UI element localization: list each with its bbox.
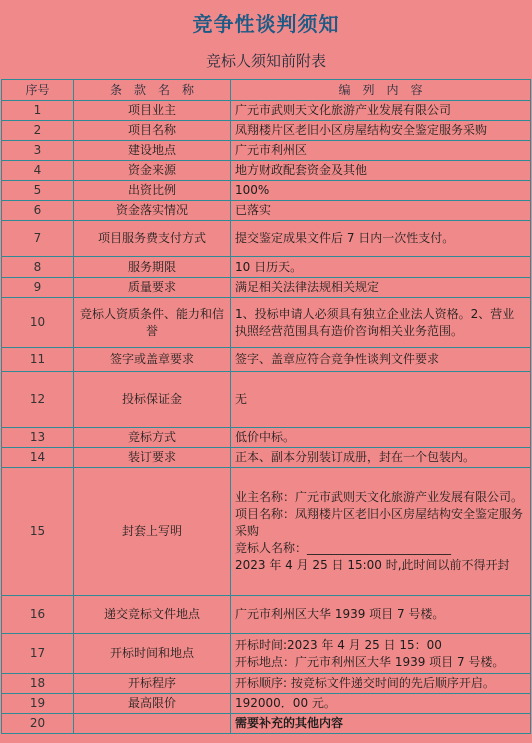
- row-no: 14: [2, 448, 74, 468]
- document-title: 竞争性谈判须知: [192, 12, 340, 36]
- row-content: 低价中标。: [231, 428, 531, 448]
- table-row: [2, 372, 531, 428]
- table-row: [2, 596, 531, 634]
- row-content: 开标顺序: 按竞标文件递交时间的先后顺序开启。: [231, 674, 531, 694]
- row-no: 15: [2, 468, 74, 596]
- row-item: 竞标方式: [74, 428, 231, 448]
- row-item: 装订要求: [74, 448, 231, 468]
- row-content: 满足相关法律法规相关规定: [231, 278, 531, 298]
- row-item: 封套上写明: [74, 468, 231, 596]
- table-row: [2, 448, 531, 468]
- row-content: [231, 634, 531, 674]
- row-item: 质量要求: [74, 278, 231, 298]
- row-content: 正本、副本分别装订成册，封在一个包装内。: [231, 448, 531, 468]
- table-header-row: [2, 80, 531, 101]
- table-row: [2, 674, 531, 694]
- row-no: 20: [2, 714, 74, 734]
- row-no: 16: [2, 596, 74, 634]
- table-row: [2, 101, 531, 121]
- row-no: 7: [2, 221, 74, 257]
- row-item: 竞标人资质条件、能力和信誉: [74, 298, 231, 348]
- requirements-table: [1, 79, 531, 734]
- row-item: 投标保证金: [74, 372, 231, 428]
- table-caption: 竞标人须知前附表: [205, 52, 326, 70]
- row-content: 1、投标申请人必须具有独立企业法人资格。2、营业执照经营范围具有造价咨询相关业务范围。: [231, 298, 531, 348]
- row-content: 无: [231, 372, 531, 428]
- row-content: 签字、盖章应符合竞争性谈判文件要求: [231, 348, 531, 372]
- row-content: 广元市利州区: [231, 141, 531, 161]
- row-item: 递交竞标文件地点: [74, 596, 231, 634]
- row-no: 12: [2, 372, 74, 428]
- row-no: 3: [2, 141, 74, 161]
- table-row: [2, 278, 531, 298]
- table-row: [2, 121, 531, 141]
- envelope-bidder-line: 竞标人名称：________________________: [235, 541, 452, 555]
- row-no: 11: [2, 348, 74, 372]
- row-item: 签字或盖章要求: [74, 348, 231, 372]
- row-item: 项目业主: [74, 101, 231, 121]
- table-row: [2, 221, 531, 257]
- row-content: 广元市利州区大华 1939 项目 7 号楼。: [231, 596, 531, 634]
- table-row: [2, 298, 531, 348]
- table-row: [2, 181, 531, 201]
- table-row: [2, 634, 531, 674]
- row-item: 开标时间和地点: [74, 634, 231, 674]
- row-no: 19: [2, 694, 74, 714]
- row-no: 6: [2, 201, 74, 221]
- envelope-project-line: 项目名称：凤翔楼片区老旧小区房屋结构安全鉴定服务采购: [235, 507, 524, 538]
- row-content: 10 日历天。: [231, 257, 531, 278]
- row-item: 资金来源: [74, 161, 231, 181]
- row-content: [231, 468, 531, 596]
- row-item: 建设地点: [74, 141, 231, 161]
- row-content: 需要补充的其他内容: [231, 714, 531, 734]
- table-row: [2, 201, 531, 221]
- row-item: 服务期限: [74, 257, 231, 278]
- row-no: 1: [2, 101, 74, 121]
- row-no: 10: [2, 298, 74, 348]
- envelope-owner-line: 业主名称：广元市武则天文化旅游产业发展有限公司。: [235, 490, 524, 504]
- row-item: 最高限价: [74, 694, 231, 714]
- table-row: [2, 257, 531, 278]
- row-item: 项目服务费支付方式: [74, 221, 231, 257]
- row-no: 5: [2, 181, 74, 201]
- header-item: 条 款 名 称: [74, 80, 231, 101]
- row-item: [74, 714, 231, 734]
- row-item: 开标程序: [74, 674, 231, 694]
- row-no: 8: [2, 257, 74, 278]
- table-row: [2, 428, 531, 448]
- opening-time-line: 开标时间:2023 年 4 月 25 日 15：00: [235, 637, 442, 652]
- row-no: 9: [2, 278, 74, 298]
- row-no: 13: [2, 428, 74, 448]
- row-no: 4: [2, 161, 74, 181]
- header-content: 编 列 内 容: [231, 80, 531, 101]
- row-content: 已落实: [231, 201, 531, 221]
- row-item: 资金落实情况: [74, 201, 231, 221]
- row-no: 18: [2, 674, 74, 694]
- row-no: 17: [2, 634, 74, 674]
- row-item: 项目名称: [74, 121, 231, 141]
- opening-place-line: 开标地点：广元市利州区大华 1939 项目 7 号楼。: [235, 654, 505, 669]
- table-row: [2, 468, 531, 596]
- row-content: 192000．00 元。: [231, 694, 531, 714]
- envelope-date-line: 2023 年 4 月 25 日 15:00 时,此时间以前不得开封: [235, 558, 510, 572]
- row-content: 100%: [231, 181, 531, 201]
- row-content: 凤翔楼片区老旧小区房屋结构安全鉴定服务采购: [231, 121, 531, 141]
- header-no: 序号: [2, 80, 74, 101]
- table-row: [2, 694, 531, 714]
- table-row: [2, 714, 531, 734]
- row-no: 2: [2, 121, 74, 141]
- row-content: 地方财政配套资金及其他: [231, 161, 531, 181]
- table-row: [2, 348, 531, 372]
- table-row: [2, 141, 531, 161]
- row-item: 出资比例: [74, 181, 231, 201]
- row-content: 广元市武则天文化旅游产业发展有限公司: [231, 101, 531, 121]
- row-content: 提交鉴定成果文件后 7 日内一次性支付。: [231, 221, 531, 257]
- table-row: [2, 161, 531, 181]
